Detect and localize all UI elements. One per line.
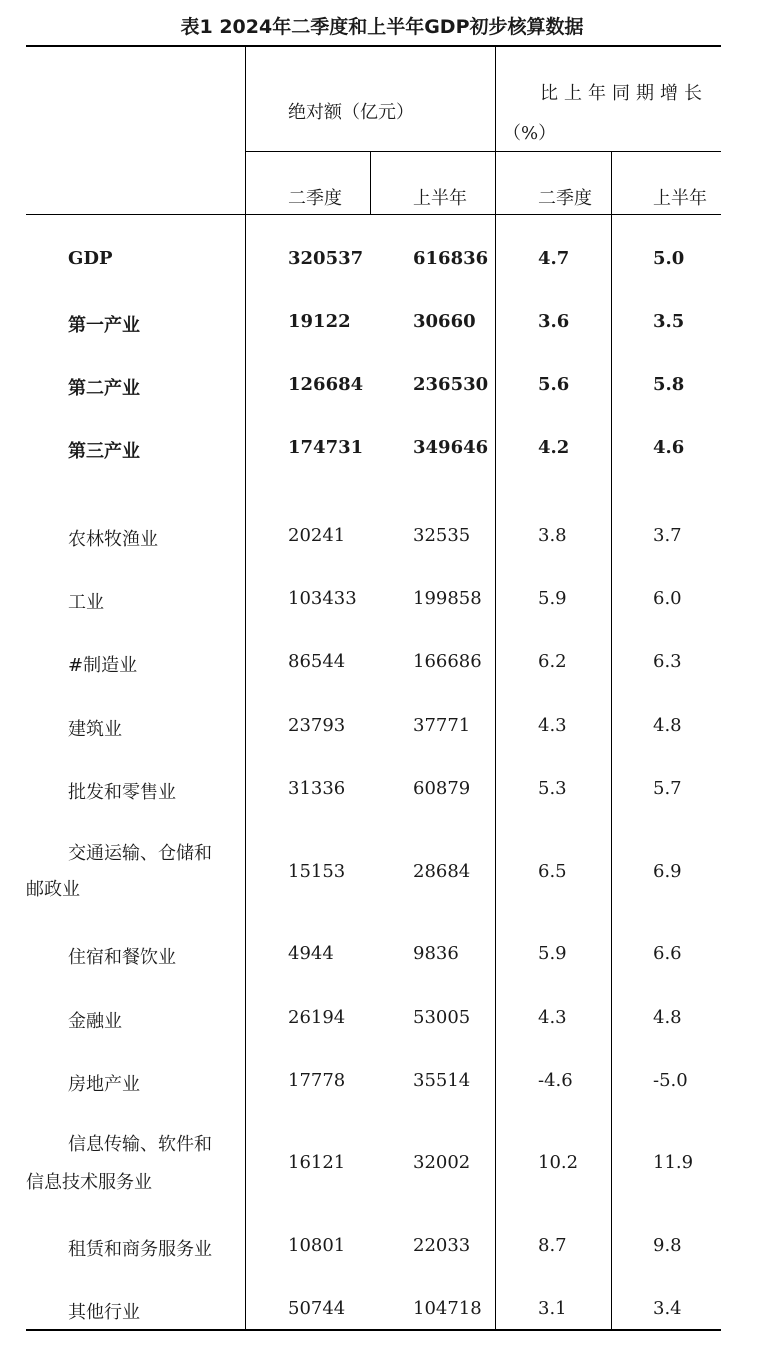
- cell-h1-growth: 3.4: [653, 1298, 682, 1319]
- cell-q2-abs: 4944: [288, 943, 334, 964]
- cell-h1-abs: 9836: [413, 943, 459, 964]
- row-name: 第二产业: [68, 378, 140, 399]
- row-name: 第一产业: [68, 315, 140, 336]
- header-growth-q2: 二季度: [538, 188, 592, 209]
- cell-q2-abs: 174731: [288, 437, 364, 458]
- cell-q2-growth: 4.3: [538, 1007, 567, 1028]
- cell-h1-growth: 6.9: [653, 861, 682, 882]
- row-name: 农林牧渔业: [68, 529, 158, 550]
- cell-q2-growth: 10.2: [538, 1152, 579, 1173]
- cell-q2-growth: 6.2: [538, 651, 567, 672]
- cell-q2-growth: 5.6: [538, 374, 570, 395]
- column-divider-abs-q2: [370, 151, 371, 215]
- cell-q2-growth: -4.6: [538, 1070, 573, 1091]
- row-name: 房地产业: [68, 1074, 140, 1095]
- cell-q2-abs: 50744: [288, 1298, 346, 1319]
- cell-h1-abs: 35514: [413, 1070, 471, 1091]
- cell-q2-abs: 16121: [288, 1152, 346, 1173]
- cell-q2-growth: 5.9: [538, 943, 567, 964]
- cell-q2-abs: 17778: [288, 1070, 346, 1091]
- header-growth-line1: 比上年同期增长: [540, 83, 708, 104]
- cell-q2-growth: 4.2: [538, 437, 570, 458]
- cell-q2-growth: 3.6: [538, 311, 570, 332]
- row-name: 租赁和商务服务业: [68, 1239, 212, 1260]
- cell-h1-abs: 32535: [413, 525, 471, 546]
- cell-q2-growth: 3.8: [538, 525, 567, 546]
- header-divider: [245, 151, 721, 152]
- cell-h1-growth: 9.8: [653, 1235, 682, 1256]
- row-name: GDP: [68, 248, 113, 269]
- table-title: 表1 2024年二季度和上半年GDP初步核算数据: [180, 16, 584, 38]
- cell-q2-growth: 5.9: [538, 588, 567, 609]
- column-divider-growth-q2: [611, 151, 612, 1330]
- cell-h1-growth: 3.5: [653, 311, 685, 332]
- cell-q2-growth: 8.7: [538, 1235, 567, 1256]
- cell-h1-abs: 349646: [413, 437, 489, 458]
- cell-q2-growth: 4.3: [538, 715, 567, 736]
- column-divider-growth: [495, 45, 496, 1330]
- cell-q2-abs: 26194: [288, 1007, 346, 1028]
- cell-q2-abs: 320537: [288, 248, 364, 269]
- cell-h1-growth: 6.3: [653, 651, 682, 672]
- cell-q2-abs: 103433: [288, 588, 357, 609]
- header-bottom-rule: [26, 214, 721, 215]
- cell-q2-abs: 23793: [288, 715, 346, 736]
- cell-q2-abs: 15153: [288, 861, 346, 882]
- cell-h1-growth: 3.7: [653, 525, 682, 546]
- cell-h1-growth: 6.6: [653, 943, 682, 964]
- cell-h1-abs: 616836: [413, 248, 489, 269]
- cell-q2-growth: 3.1: [538, 1298, 567, 1319]
- column-divider-name: [245, 45, 246, 1330]
- cell-h1-growth: 4.6: [653, 437, 685, 458]
- cell-h1-growth: 4.8: [653, 1007, 682, 1028]
- cell-h1-abs: 104718: [413, 1298, 482, 1319]
- cell-h1-abs: 37771: [413, 715, 471, 736]
- cell-q2-abs: 10801: [288, 1235, 346, 1256]
- cell-h1-abs: 28684: [413, 861, 471, 882]
- cell-q2-abs: 19122: [288, 311, 351, 332]
- row-name-line2: 信息技术服务业: [26, 1172, 152, 1193]
- cell-q2-growth: 5.3: [538, 778, 567, 799]
- cell-h1-growth: 5.8: [653, 374, 685, 395]
- cell-h1-growth: 11.9: [653, 1152, 694, 1173]
- cell-q2-abs: 31336: [288, 778, 346, 799]
- cell-h1-growth: -5.0: [653, 1070, 688, 1091]
- row-name: #制造业: [68, 655, 138, 676]
- row-name: 批发和零售业: [68, 782, 176, 803]
- row-name: 金融业: [68, 1011, 122, 1032]
- cell-h1-abs: 53005: [413, 1007, 471, 1028]
- table-top-rule: [26, 45, 721, 47]
- row-name-line1: 信息传输、软件和: [68, 1134, 212, 1155]
- cell-h1-growth: 4.8: [653, 715, 682, 736]
- header-growth-h1: 上半年: [653, 188, 707, 209]
- cell-q2-abs: 20241: [288, 525, 346, 546]
- cell-q2-abs: 126684: [288, 374, 364, 395]
- cell-h1-abs: 199858: [413, 588, 482, 609]
- header-abs-h1: 上半年: [413, 188, 467, 209]
- row-name: 第三产业: [68, 441, 140, 462]
- cell-q2-abs: 86544: [288, 651, 346, 672]
- table-bottom-rule: [26, 1329, 721, 1331]
- cell-h1-abs: 32002: [413, 1152, 471, 1173]
- header-abs-q2: 二季度: [288, 188, 342, 209]
- cell-h1-abs: 166686: [413, 651, 482, 672]
- cell-h1-growth: 5.7: [653, 778, 682, 799]
- cell-h1-abs: 30660: [413, 311, 476, 332]
- row-name: 其他行业: [68, 1302, 140, 1323]
- cell-h1-abs: 60879: [413, 778, 471, 799]
- cell-q2-growth: 6.5: [538, 861, 567, 882]
- row-name: 住宿和餐饮业: [68, 947, 176, 968]
- row-name-line1: 交通运输、仓储和: [68, 843, 212, 864]
- cell-h1-abs: 22033: [413, 1235, 471, 1256]
- row-name-line2: 邮政业: [26, 879, 80, 900]
- row-name: 建筑业: [68, 719, 122, 740]
- cell-h1-abs: 236530: [413, 374, 489, 395]
- header-growth-line2: （%）: [503, 123, 557, 144]
- cell-h1-growth: 5.0: [653, 248, 685, 269]
- cell-h1-growth: 6.0: [653, 588, 682, 609]
- cell-q2-growth: 4.7: [538, 248, 570, 269]
- row-name: 工业: [68, 592, 104, 613]
- header-absolute: 绝对额（亿元）: [288, 102, 414, 123]
